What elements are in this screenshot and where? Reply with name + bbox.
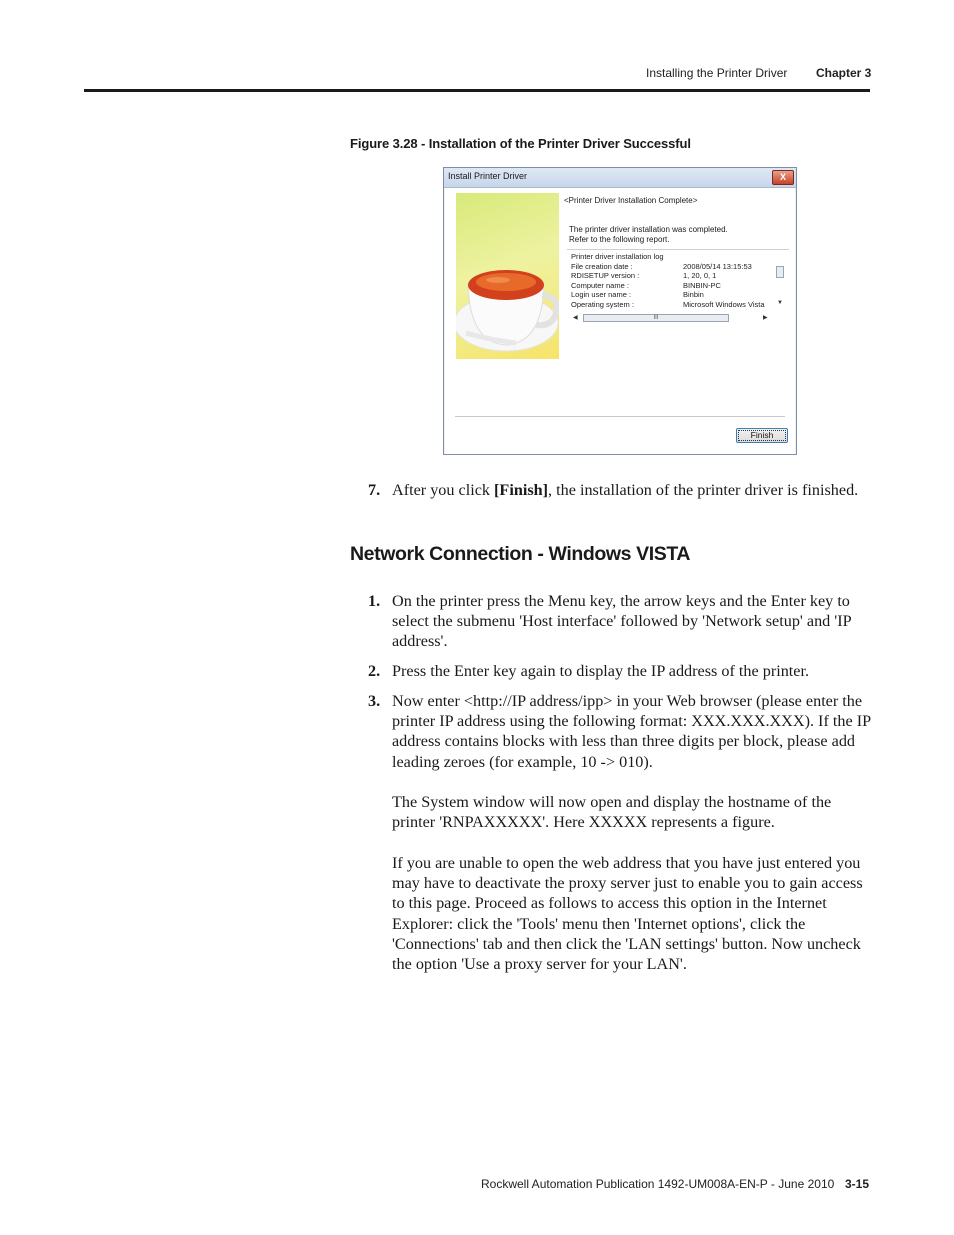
log-row: [571, 261, 752, 271]
teacup-illustration: [456, 193, 559, 359]
header-section-title: Installing the Printer Driver: [646, 66, 788, 80]
dialog-title: Install Printer Driver: [448, 171, 528, 181]
dialog-heading: <Printer Driver Installation Complete>: [564, 196, 698, 205]
log-label: Operating system :: [571, 299, 634, 309]
installation-log-box[interactable]: [567, 249, 789, 328]
finish-reference: [Finish]: [494, 481, 549, 499]
log-value: 1, 20, 0, 1: [683, 271, 717, 280]
header-chapter: Chapter 3: [816, 66, 872, 80]
step-number: 7.: [368, 481, 381, 499]
log-value: 2008/05/14 13:15:53: [683, 261, 752, 271]
scroll-right-arrow-icon[interactable]: ▶: [763, 315, 768, 321]
scroll-down-arrow-icon[interactable]: ▼: [777, 300, 783, 306]
install-printer-driver-dialog: [443, 167, 797, 455]
step-2-text: Press the Enter key again to display the IP address of the printer.: [392, 662, 810, 680]
step-7-text: [392, 480, 872, 500]
log-row: [571, 252, 664, 261]
step-number: 3.: [368, 692, 381, 710]
dialog-separator: [455, 416, 785, 417]
vertical-scrollbar[interactable]: [775, 262, 785, 310]
step-1-text: On the printer press the Menu key, the arrow keys and the Enter key to select the submenu 'Host interface' followed by 'Network setup' and 'IP address'.: [392, 592, 852, 651]
log-row: [571, 299, 765, 309]
log-row: [571, 280, 721, 290]
header-rule: [84, 89, 870, 92]
log-label: Printer driver installation log: [571, 252, 664, 261]
step-7-before: After you click: [392, 481, 495, 499]
log-label: RDISETUP version :: [571, 271, 640, 280]
note-proxy: If you are unable to open the web address that you have just entered you may have to deactivate the proxy server just to enable you to gain access to this page. Proceed as follows to access this option in the Internet Explorer: click the 'Tools' menu then 'Internet options', click the 'Connections' tab and then click the 'LAN settings' button. Now uncheck the option 'Use a proxy server for your LAN'.: [392, 854, 863, 974]
scroll-left-arrow-icon[interactable]: ◀: [573, 315, 578, 321]
log-row: [571, 290, 704, 299]
finish-button[interactable]: Finish: [736, 428, 788, 443]
horizontal-scroll-thumb[interactable]: III: [583, 314, 729, 322]
close-button[interactable]: X: [772, 170, 794, 185]
footer-page-number: 3-15: [845, 1177, 870, 1191]
figure-caption: Figure 3.28 - Installation of the Printer Driver Successful: [350, 136, 691, 151]
step-number: 1.: [368, 592, 381, 610]
log-value: BINBIN-PC: [683, 280, 721, 290]
step-3-text: Now enter <http://IP address/ipp> in your Web browser (please enter the printer IP address using the following format: XXX.XXX.XXX). If the IP address contains blocks with less than three digits per block, please add leading zeroes (for example, 10 -> 010).: [392, 692, 871, 771]
log-value: Microsoft Windows Vista: [683, 299, 765, 309]
section-heading: Network Connection - Windows VISTA: [350, 543, 691, 565]
log-label: Login user name :: [571, 290, 632, 299]
log-value: Binbin: [683, 290, 704, 299]
dialog-title-bar: [444, 168, 796, 188]
note-hostname: The System window will now open and display the hostname of the printer 'RNPAXXXXX'. Here XXXXX represents a figure.: [392, 793, 832, 832]
log-label: File creation date :: [571, 261, 633, 271]
dialog-body: [445, 188, 795, 454]
vertical-scroll-thumb[interactable]: [776, 266, 784, 278]
horizontal-scrollbar[interactable]: [573, 313, 769, 323]
log-label: Computer name :: [571, 280, 629, 290]
step-number: 2.: [368, 662, 381, 680]
step-7-after: , the installation of the printer driver is finished.: [548, 481, 859, 499]
dialog-message-line-1: The printer driver installation was completed.: [569, 225, 728, 234]
footer-publication: Rockwell Automation Publication 1492-UM008A-EN-P - June 2010: [481, 1177, 835, 1191]
log-row: [571, 271, 717, 280]
dialog-message-line-2: Refer to the following report.: [569, 235, 670, 244]
